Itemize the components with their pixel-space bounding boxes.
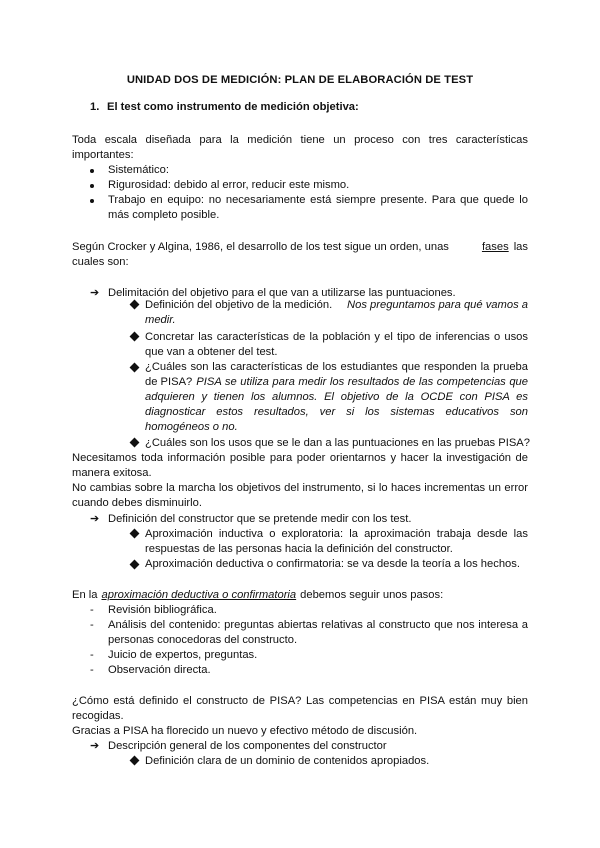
- diamond-bullet-icon: [130, 332, 140, 342]
- step1-sub-a-line-2: medir.: [145, 314, 176, 326]
- diamond-bullet-icon: [130, 300, 140, 310]
- intro-line-1: Toda escala diseñada para la medición tiene un proceso con tres características: [72, 134, 528, 146]
- section-heading: El test como instrumento de medición objetiva:: [107, 101, 359, 113]
- crocker-text: Según Crocker y Algina, 1986, el desarrollo de los test sigue un orden, unas: [72, 241, 449, 253]
- characteristic-item: Trabajo en equipo: no necesariamente está siempre presente. Para que quede lo: [108, 194, 528, 206]
- paragraph2-line-1: Necesitamos toda información posible para poder orientarnos y hacer la investigación de: [72, 452, 528, 464]
- crocker-las: las: [513, 241, 528, 253]
- deductive-step: Análisis del contenido: preguntas abiertas relativas al constructo que nos interesa a: [108, 619, 528, 631]
- step1-sub-c-text: de PISA?: [145, 376, 193, 388]
- dash-bullet: -: [90, 649, 94, 661]
- diamond-bullet-icon: [130, 363, 140, 373]
- pisa-line-2: recogidas.: [72, 710, 124, 722]
- step1-sub-a-italic: Nos preguntamos para qué vamos a: [347, 299, 528, 311]
- step2-text: Definición del constructor que se pretende medir con los test.: [108, 513, 412, 525]
- deductive-step: Revisión bibliográfica.: [108, 604, 217, 616]
- bullet-dot-icon: [90, 184, 94, 188]
- step2-sub-b-line-1: Aproximación deductiva o confirmatoria: se va desde la teoría a los hechos.: [145, 558, 520, 570]
- step1-sub-b-line-2: que van a obtener del test.: [145, 346, 278, 358]
- step2-sub-a-line-2: respuestas de las personas hacia la definición del constructor.: [145, 543, 453, 555]
- diamond-bullet-icon: [130, 756, 140, 766]
- pisa-line-3: Gracias a PISA ha florecido un nuevo y efectivo método de discusión.: [72, 725, 418, 737]
- document-title: UNIDAD DOS DE MEDICIÓN: PLAN DE ELABORACIÓN DE TEST: [126, 74, 474, 86]
- step1-text: Delimitación del objetivo para el que van a utilizarse las puntuaciones.: [108, 287, 456, 299]
- paragraph2-line-3: No cambias sobre la marcha los objetivos del instrumento, si lo haces incrementas un error: [72, 482, 528, 494]
- characteristic-item: Sistemático:: [108, 164, 169, 176]
- dash-bullet: -: [90, 604, 94, 616]
- deductive-link[interactable]: aproximación deductiva o confirmatoria: [101, 589, 297, 601]
- pisa-line-1: ¿Cómo está definido el constructo de PISA? Las competencias en PISA están muy bien: [72, 695, 528, 707]
- arrow-right-icon: ➔: [90, 287, 100, 299]
- deductive-step: Observación directa.: [108, 664, 211, 676]
- dash-bullet: -: [90, 664, 94, 676]
- section-number: 1.: [90, 101, 100, 113]
- step1-sub-c-italic: PISA se utiliza para medir los resultados de las competencias que: [196, 376, 528, 388]
- crocker-line-2: cuales son:: [72, 256, 129, 268]
- arrow-right-icon: ➔: [90, 513, 100, 525]
- step1-sub-d-line-1: ¿Cuáles son los usos que se le dan a las puntuaciones en las pruebas PISA?: [145, 437, 530, 449]
- pisa-sub-item: Definición clara de un dominio de contenidos apropiados.: [145, 755, 430, 767]
- step1-sub-c-line-5: homogéneos o no.: [145, 421, 238, 433]
- step1-sub-a-text: Definición del objetivo de la medición.: [145, 299, 333, 311]
- deductive-step: Juicio de expertos, preguntas.: [108, 649, 258, 661]
- bullet-dot-icon: [90, 199, 94, 203]
- step1-sub-c-line-1: ¿Cuáles son las características de los estudiantes que responden la prueba: [145, 361, 528, 373]
- deductive-before: En la: [72, 589, 98, 601]
- paragraph2-line-2: manera exitosa.: [72, 467, 152, 479]
- diamond-bullet-icon: [130, 560, 140, 570]
- diamond-bullet-icon: [130, 529, 140, 539]
- characteristic-item: Rigurosidad: debido al error, reducir este mismo.: [108, 179, 350, 191]
- deductive-step-continued: personas conocedoras del constructo.: [108, 634, 298, 646]
- paragraph2-line-4: cuando debes disminuirlo.: [72, 497, 202, 509]
- deductive-intro: [72, 588, 443, 602]
- step1-sub-c-line-3: adquieren y tienen los alumnos. El objetivo de la OCDE con PISA es: [145, 391, 528, 403]
- deductive-after: debemos seguir unos pasos:: [300, 589, 444, 601]
- characteristic-item-continued: más completo posible.: [108, 209, 220, 221]
- diamond-bullet-icon: [130, 438, 140, 448]
- fases-link[interactable]: fases: [481, 241, 509, 253]
- step1-sub-b-line-1: Concretar las características de la población y el tipo de inferencias o usos: [145, 331, 528, 343]
- pisa-bullet: Descripción general de los componentes del constructor: [108, 740, 387, 752]
- step2-sub-a-line-1: Aproximación inductiva o exploratoria: la aproximación trabaja desde las: [145, 528, 528, 540]
- crocker-tail: [482, 240, 528, 254]
- step1-sub-c-line-4: diagnosticar estos resultados, ver si los sistemas educativos son: [145, 406, 528, 418]
- step1-sub-c-line-2: [145, 375, 528, 390]
- dash-bullet: -: [90, 619, 94, 631]
- crocker-line-1: [72, 240, 528, 254]
- arrow-right-icon: ➔: [90, 740, 100, 752]
- step1-sub-a-line-1: [145, 298, 528, 312]
- intro-line-2: importantes:: [72, 149, 134, 161]
- bullet-dot-icon: [90, 169, 94, 173]
